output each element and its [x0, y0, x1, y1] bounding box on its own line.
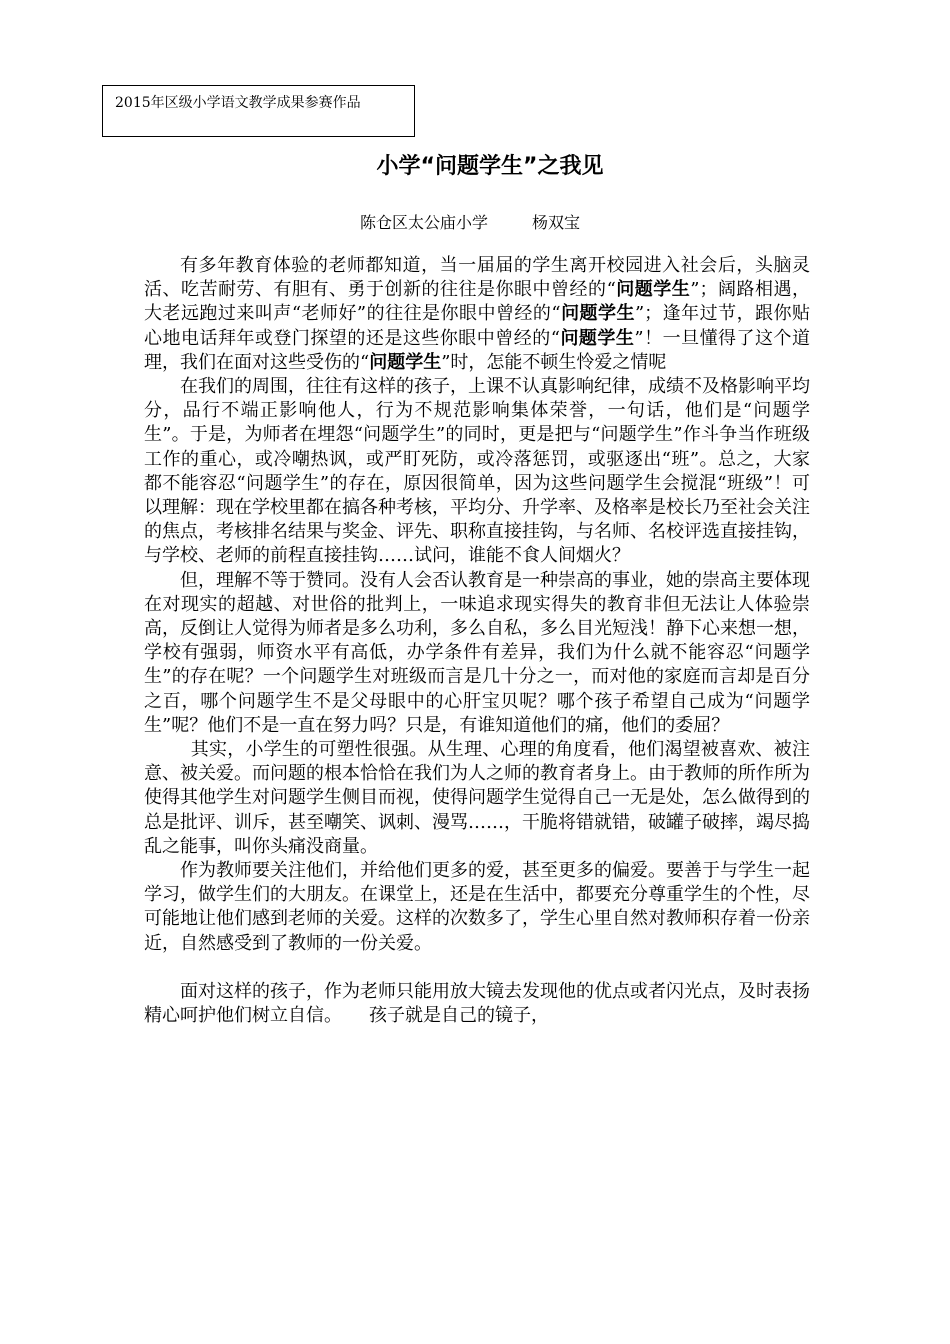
paragraph-1-text: ”时，怎能不顿生怜爱之情呢: [441, 351, 667, 373]
author-school: 陈仓区太公庙小学: [360, 213, 489, 232]
paragraph-3: 但，理解不等于赞同。没有人会否认教育是一种崇高的事业，她的崇高主要体现在对现实的超越、对世俗的批判上，一味追求现实得失的教育非但无法让人体验崇高，反倒让人觉得为师者是多么功利，多么自私，多么目光短浅！静下心来想一想，学校有强弱，师资水平有高低，办学条件有差异，我们为什么就不能容忍“问题学生”的存在呢？一个问题学生对班级而言是几十分之一，而对他的家庭而言却是百分之百，哪个问题学生不是父母眼中的心肝宝贝呢？哪个孩子希望自己成为“问题学生”呢？他们不是一直在努力吗？只是，有谁知道他们的痛，他们的委屈？: [144, 569, 810, 736]
paragraph-1-text: ”；阔路相遇，大老远跑过来叫声“老师好”的往往是你眼中曾经的“: [144, 279, 811, 325]
paragraph-6: 面对这样的孩子，作为老师只能用放大镜去发现他的优点或者闪光点，及时表扬精心呵护他们树立自信。 孩子就是自己的镜子，: [144, 980, 810, 1027]
problem-student-term: 问题学生: [615, 279, 691, 301]
competition-label-box: 2015年区级小学语文教学成果参赛作品: [102, 85, 415, 137]
paragraph-4: 其实，小学生的可塑性很强。从生理、心理的角度看，他们渴望被喜欢、被注意、被关爱。而问题的根本恰恰在我们为人之师的教育者身上。由于教师的所作所为使得其他学生对问题学生侧目而视，使得问题学生觉得自己一无是处，怎么做得到的总是批评、训斥，甚至嘲笑、讽刺、漫骂……，干脆将错就错，破罐子破摔，竭尽捣乱之能事，叫你头痛没商量。: [144, 739, 810, 857]
problem-student-term: 问题学生: [559, 327, 635, 349]
article-title: 小学“问题学生”之我见: [376, 154, 604, 179]
problem-student-term: 问题学生: [369, 351, 442, 373]
paragraph-1-text: ”；逢年过节，跟你贴心地电话拜年或登门探望的还是这些你眼中曾经的“: [144, 303, 811, 349]
problem-student-term: 问题学生: [560, 303, 635, 325]
paragraph-1: [144, 254, 810, 375]
author-line: [360, 212, 580, 234]
paragraph-1-text: ”！一旦懂得了这个道理，我们在面对这些受伤的“: [144, 327, 811, 373]
paragraph-2: 在我们的周围，往往有这样的孩子，上课不认真影响纪律，成绩不及格影响平均分，品行不端正影响他人，行为不规范影响集体荣誉，一句话，他们是“问题学生”。于是，为师者在埋怨“问题学生”的同时，更是把与“问题学生”作斗争当作班级工作的重心，或冷嘲热讽，或严盯死防，或冷落惩罚，或驱逐出“班”。总之，大家都不能容忍“问题学生”的存在，原因很简单，因为这些问题学生会搅混“班级”！可以理解：现在学校里都在搞各种考核，平均分、升学率、及格率是校长乃至社会关注的焦点，考核排名结果与奖金、评先、职称直接挂钩，与名师、名校评选直接挂钩，与学校、老师的前程直接挂钩……试问，谁能不食人间烟火？: [144, 376, 810, 567]
paragraph-5: 作为教师要关注他们，并给他们更多的爱，甚至更多的偏爱。要善于与学生一起学习，做学生们的大朋友。在课堂上，还是在生活中，都要充分尊重学生的个性，尽可能地让他们感到老师的关爱。这样的次数多了，学生心里自然对教师积存着一份亲近，自然感受到了教师的一份关爱。: [144, 860, 810, 954]
author-name: 杨双宝: [532, 213, 581, 232]
paragraph-1-text: 有多年教育体验的老师都知道，当一届届的学生离开校园进入社会后，头脑灵活、吃苦耐劳、有胆有、勇于创新的往往是你眼中曾经的“: [144, 255, 810, 301]
article-body: [144, 254, 810, 1028]
